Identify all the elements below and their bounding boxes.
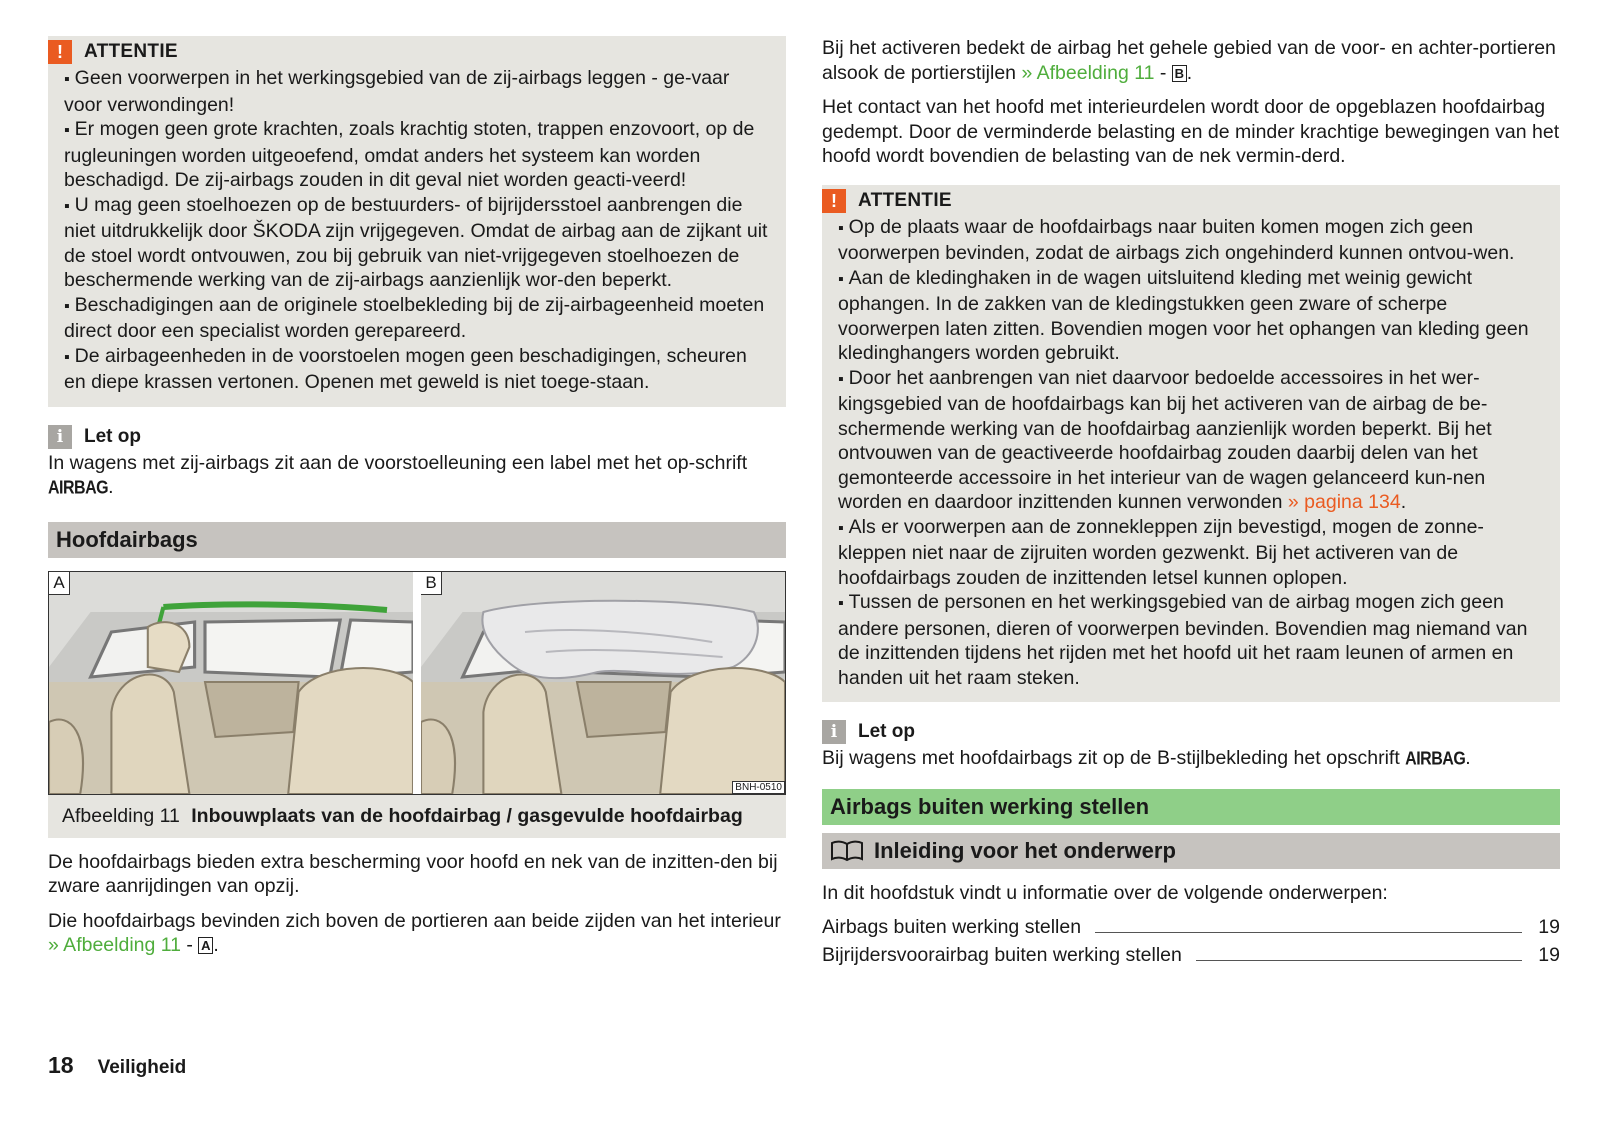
note-text-end: . xyxy=(108,476,114,498)
note-text-main: Bij wagens met hoofdairbags zit op de B-stijlbekleding het opschrift xyxy=(822,747,1406,769)
paragraph: De hoofdairbags bieden extra bescherming voor hoofd en nek van de inzitten-den bij zware aanrijdingen van opzij. xyxy=(48,850,778,897)
caption-prefix: Afbeelding 11 xyxy=(62,804,180,827)
figure-panel-a xyxy=(49,572,413,794)
note-text-end: . xyxy=(1465,747,1471,769)
section-heading-text: Inleiding voor het onderwerp xyxy=(874,837,1176,863)
right-column xyxy=(822,36,1560,967)
figure-caption xyxy=(48,795,786,838)
figure-link[interactable]: » Afbeelding 11 xyxy=(1021,61,1155,84)
warning-header xyxy=(822,187,1560,215)
car-interior-illustration-b xyxy=(421,572,785,794)
figure-label-b: B xyxy=(421,572,442,595)
warning-header xyxy=(48,38,786,66)
warning-box xyxy=(48,36,786,407)
figure-letter-b: B xyxy=(1172,65,1187,82)
page-number: 18 xyxy=(48,1052,74,1078)
toc-leader xyxy=(1095,932,1522,933)
section-heading-airbags-uit: Airbags buiten werking stellen xyxy=(822,789,1560,825)
warning-title: ATTENTIE xyxy=(84,41,178,62)
toc-page: 19 xyxy=(1538,944,1560,966)
warning-item: ▪ U mag geen stoelhoezen op de bestuurders- of bijrijdersstoel aanbrengen die niet uitdrukkelijk door ŠKODA zijn vrijgegeven. Omdat de airbag aan de zijkant uit de stoel wordt ontvouwen, zou bij gebruik van niet-vrijgegeven stoelhoezen de beschermende werking van de zij-airbags aanzienlijk wor-den beperkt. xyxy=(64,193,772,293)
section-heading-inleiding xyxy=(822,833,1560,869)
warning-item: ▪ Tussen de personen en het werkingsgebied van de airbag mogen zich geen andere personen, dieren of voorwerpen bevinden. Bovendien mag niemand van de inzittenden tijdens het rijden met het hoofd uit het raam leunen of armen en handen uit het raam steken. xyxy=(838,590,1546,690)
link-separator: - xyxy=(1154,61,1172,84)
paragraph xyxy=(822,36,1560,85)
toc-label: Airbags buiten werking stellen xyxy=(822,916,1082,938)
caption-title: Inbouwplaats van de hoofdairbag / gasgevulde hoofdairbag xyxy=(191,804,743,827)
warning-item: ▪ De airbageenheden in de voorstoelen mogen geen beschadigingen, scheuren en diepe krassen vertonen. Openen met geweld is niet toege-staan. xyxy=(64,344,772,395)
warning-item: ▪ Aan de kledinghaken in de wagen uitsluitend kleding met weinig gewicht ophangen. In de zakken van de kledingstukken geen zware of scherpe voorwerpen laten zitten. Bovendien mogen voor het ophangen van kleding geen kledinghangers worden gebruikt. xyxy=(838,266,1546,366)
toc-item[interactable] xyxy=(822,911,1560,939)
info-icon: i xyxy=(822,720,846,744)
figure-label-a: A xyxy=(49,572,70,595)
toc-item[interactable] xyxy=(822,939,1560,967)
note-text xyxy=(822,746,1560,773)
paragraph-end: . xyxy=(213,934,219,956)
note-title: Let op xyxy=(84,425,141,447)
airbag-label: AIRBAG xyxy=(48,478,109,499)
toc-page: 19 xyxy=(1538,916,1560,938)
warning-item: ▪ Als er voorwerpen aan de zonnekleppen zijn bevestigd, mogen de zonne-kleppen niet naar de zijruiten worden gezwenkt. Bij het activeren van de hoofdairbags zouden de inzittenden letsel kunnen oplopen. xyxy=(838,515,1546,591)
warning-body xyxy=(48,66,786,395)
warning-icon: ! xyxy=(48,40,72,64)
paragraph-text: Die hoofdairbags bevinden zich boven de portieren aan beide zijden van het interieur xyxy=(48,909,781,932)
warning-item: ▪ Beschadigingen aan de originele stoelbekleding bij de zij-airbageenheid moeten direct door een specialist worden gerepareerd. xyxy=(64,293,772,344)
warning-title: ATTENTIE xyxy=(858,189,952,211)
warning-item-end: . xyxy=(1400,491,1407,513)
warning-body xyxy=(822,215,1560,691)
footer-section: Veiligheid xyxy=(97,1057,187,1078)
note-text-main: In wagens met zij-airbags zit aan de voorstoelleuning een label met het op-schrift xyxy=(48,451,748,474)
info-icon: i xyxy=(48,425,72,449)
intro-text: In dit hoofdstuk vindt u informatie over de volgende onderwerpen: xyxy=(822,881,1388,904)
figure-11 xyxy=(48,571,786,795)
warning-item: ▪ Geen voorwerpen in het werkingsgebied van de zij-airbags leggen - ge-vaar voor verwondingen! xyxy=(64,66,772,117)
paragraph-text: Bij het activeren bedekt de airbag het gehele gebied van de voor- en achter-portieren alsook de portierstijlen xyxy=(822,37,1556,84)
note-title: Let op xyxy=(858,721,915,742)
topic-list xyxy=(822,911,1560,967)
warning-box xyxy=(822,185,1560,703)
note-header xyxy=(48,423,786,451)
note-header xyxy=(822,718,1560,746)
paragraph xyxy=(48,909,786,958)
left-column xyxy=(48,36,786,958)
note-text xyxy=(48,451,786,502)
figure-code: BNH-0510 xyxy=(732,781,785,794)
paragraph: Het contact van het hoofd met interieurdelen wordt door de opgeblazen hoofdairbag gedempt. Door de verminderde belasting en de minder krachtige bewegingen van het hoofd wordt bovendien de belasting van de nek vermin-derd. xyxy=(822,96,1560,167)
section-heading-hoofdairbags: Hoofdairbags xyxy=(48,522,786,558)
warning-icon: ! xyxy=(822,189,846,213)
warning-item: ▪ Op de plaats waar de hoofdairbags naar buiten komen mogen zich geen voorwerpen bevinden, zodat de airbags zich ongehinderd kunnen ontvou-wen. xyxy=(838,215,1546,266)
warning-item xyxy=(838,366,1546,515)
page-footer xyxy=(48,1052,186,1079)
figure-link[interactable]: » Afbeelding 11 xyxy=(48,934,182,956)
figure-letter-a: A xyxy=(198,937,213,954)
paragraph-end: . xyxy=(1186,61,1193,84)
car-interior-illustration-a xyxy=(49,572,413,794)
warning-item: ▪ Er mogen geen grote krachten, zoals krachtig stoten, trappen enzovoort, op de rugleuningen worden uitgeoefend, omdat anders het systeem kan worden beschadigd. De zij-airbags zouden in dit geval niet worden geacti-veerd! xyxy=(64,117,772,193)
figure-panel-b xyxy=(413,572,785,794)
page-link[interactable]: » pagina 134 xyxy=(1287,491,1401,513)
book-icon xyxy=(830,840,864,862)
warning-item-text: Door het aanbrengen van niet daarvoor bedoelde accessoires in het wer-kingsgebied van de hoofdairbags kan bij het activeren van de airbag de be-schermende werking van de hoofdairbag aanzienlijk worden beperkt. Bij het ontvouwen van de geactiveerde hoofdairbag zouden daarbij delen van het gemonteerde accessoire in het interieur van de wagen gelanceerd kun-nen worden en daardoor inzittenden kunnen verwonden xyxy=(838,366,1492,513)
airbag-label: AIRBAG xyxy=(1405,749,1466,770)
toc-leader xyxy=(1196,960,1522,961)
toc-label: Bijrijdersvoorairbag buiten werking stellen xyxy=(822,944,1182,966)
link-separator: - xyxy=(181,934,199,956)
